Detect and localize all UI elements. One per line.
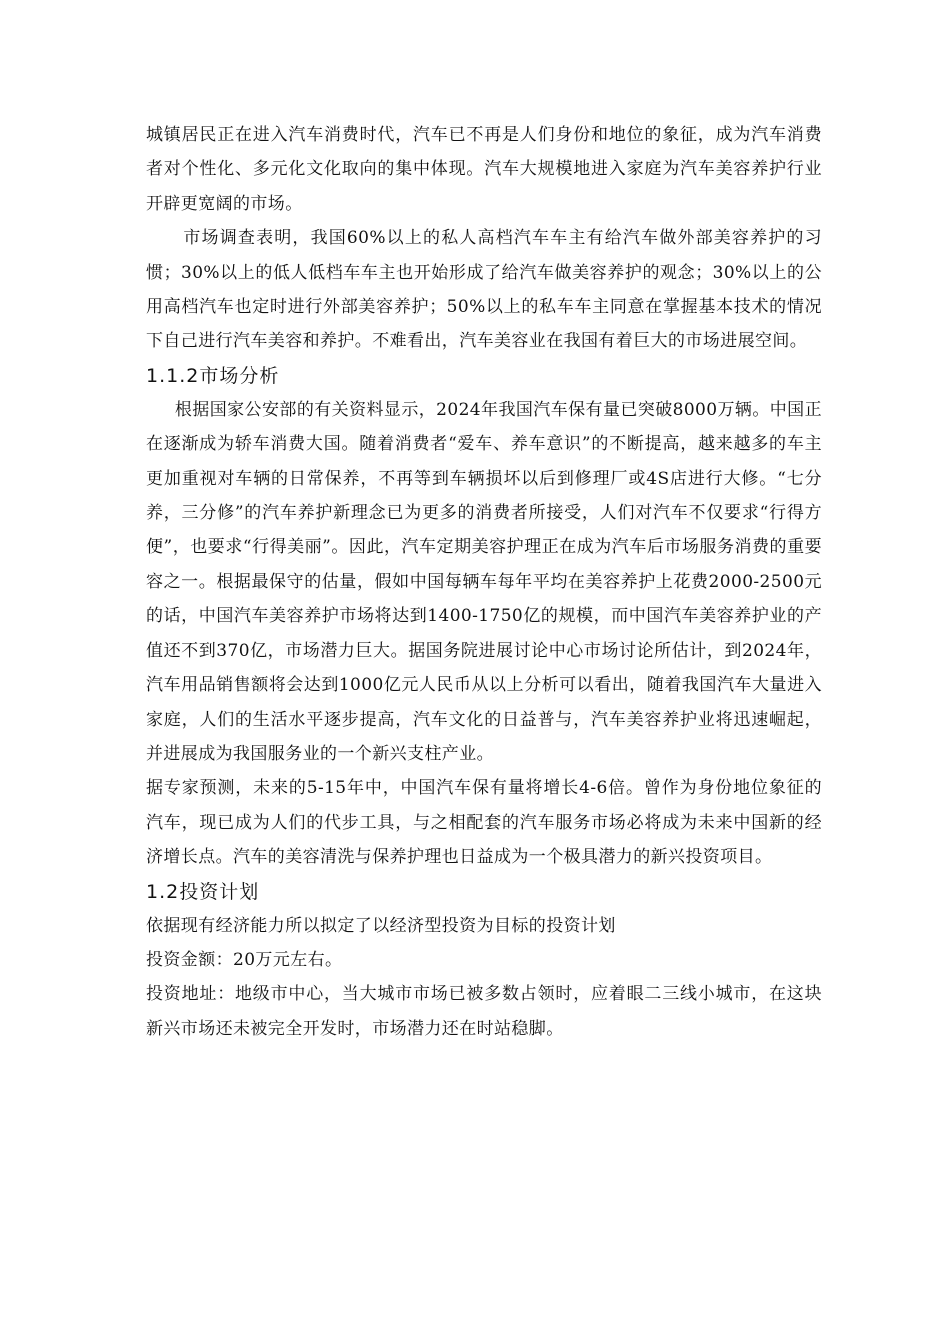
paragraph-intro: 城镇居民正在进入汽车消费时代，汽车已不再是人们身份和地位的象征，成为汽车消费者对个性化、多元化文化取向的集中体现。汽车大规模地进入家庭为汽车美容养护行业开辟更宽阔的市场。 [146,125,822,214]
paragraph-expert-forecast: 据专家预测，未来的5-15年中，中国汽车保有量将增长4-6倍。曾作为身份地位象征的汽车，现已成为人们的代步工具，与之相配套的汽车服务市场必将成为未来中国新的经济增长点。汽车的美容清洗与保养护理也日益成为一个极具潜力的新兴投资项目。 [146,778,822,868]
paragraph-market-survey: 市场调查表明，我国60%以上的私人高档汽车车主有给汽车做外部美容养护的习惯；30%以上的低人低档车车主也开始形成了给汽车做美容养护的观念；30%以上的公用高档汽车也定时进行外部美容养护；50%以上的私车车主同意在掌握基本技术的情况下自己进行汽车美容和养护。不难看出，汽车美容业在我国有着巨大的市场进展空间。 [146,228,822,352]
section-heading-investment-plan: 1.2投资计划 [146,880,260,903]
section-heading-market-analysis: 1.1.2市场分析 [146,364,280,387]
paragraph-market-analysis: 根据国家公安部的有关资料显示，2024年我国汽车保有量已突破8000万辆。中国正在逐渐成为轿车消费大国。随着消费者“爱车、养车意识”的不断提高，越来越多的车主更加重视对车辆的日常保养，不再等到车辆损坏以后到修理厂或4S店进行大修。“七分养，三分修”的汽车养护新理念已为更多的消费者所接受，人们对汽车不仅要求“行得方便”，也要求“行得美丽”。因此，汽车定期美容护理正在成为汽车后市场服务消费的重要容之一。根据最保守的估量，假如中国每辆车每年平均在美容养护上花费2000-2500元的话，中国汽车美容养护市场将达到1400-1750亿的规模，而中国汽车美容养护业的产值还不到370亿，市场潜力巨大。据国务院进展讨论中心市场讨论所估计，到2024年，汽车用品销售额将会达到1000亿元人民币从以上分析可以看出，随着我国汽车大量进入家庭，人们的生活水平逐步提高，汽车文化的日益普与，汽车美容养护业将迅速崛起，并进展成为我国服务业的一个新兴支柱产业。 [146,399,822,764]
investment-basis-line: 依据现有经济能力所以拟定了以经济型投资为目标的投资计划 [146,915,616,936]
document-page [146,118,822,1046]
investment-location-paragraph: 投资地址：地级市中心，当大城市市场已被多数占领时，应着眼二三线小城市，在这块新兴市场还未被完全开发时，市场潜力还在时站稳脚。 [146,984,822,1039]
investment-amount-line: 投资金额：20万元左右。 [146,949,343,970]
